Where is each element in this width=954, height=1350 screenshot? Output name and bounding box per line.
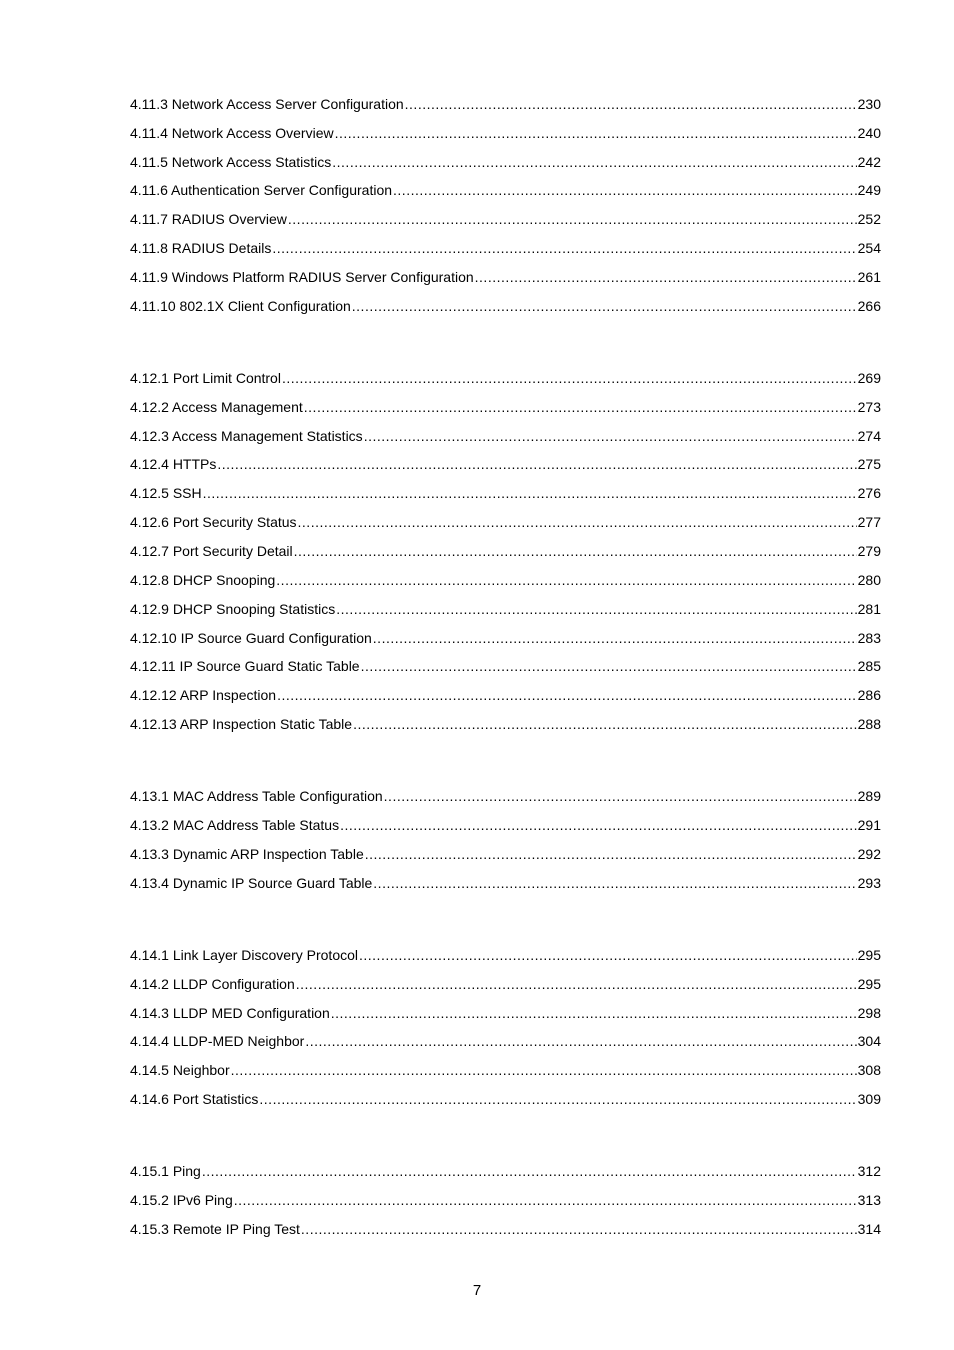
toc-entry-title: 4.14.4 LLDP-MED Neighbor bbox=[130, 1033, 305, 1049]
toc-entry-title: 4.13.2 MAC Address Table Status bbox=[130, 817, 340, 833]
toc-entry[interactable] bbox=[130, 686, 881, 704]
toc-entry-title: 4.11.7 RADIUS Overview bbox=[130, 211, 287, 227]
toc-entry-page: 314 bbox=[857, 1221, 881, 1237]
toc-entry-title: 4.15.3 Remote IP Ping Test bbox=[130, 1221, 300, 1237]
toc-entry-page: 275 bbox=[857, 456, 881, 472]
toc-entry[interactable] bbox=[130, 181, 881, 199]
toc-entry-title: 4.13.1 MAC Address Table Configuration bbox=[130, 788, 383, 804]
toc-entry-title: 4.14.3 LLDP MED Configuration bbox=[130, 1005, 330, 1021]
toc-entry-page: 304 bbox=[857, 1033, 881, 1049]
toc-entry-title: 4.12.8 DHCP Snooping bbox=[130, 572, 276, 588]
toc-entry-leader bbox=[301, 1220, 857, 1238]
toc-entry-page: 249 bbox=[857, 182, 881, 198]
toc-entry[interactable] bbox=[130, 297, 881, 315]
toc-entry-title: 4.15.1 Ping bbox=[130, 1163, 201, 1179]
toc-entry[interactable] bbox=[130, 455, 881, 473]
toc-entry-page: 273 bbox=[857, 399, 881, 415]
toc-entry-title: 4.11.3 Network Access Server Configuration bbox=[130, 96, 404, 112]
toc-entry[interactable] bbox=[130, 369, 881, 387]
toc-entry-page: 261 bbox=[857, 269, 881, 285]
toc-entry-leader bbox=[331, 1004, 857, 1022]
toc-entry-leader bbox=[304, 398, 857, 416]
toc-entry-page: 266 bbox=[857, 298, 881, 314]
toc-entry[interactable] bbox=[130, 239, 881, 257]
toc-entry-page: 291 bbox=[857, 817, 881, 833]
toc-entry-page: 240 bbox=[857, 125, 881, 141]
toc-entry-title: 4.11.5 Network Access Statistics bbox=[130, 154, 332, 170]
toc-entry-page: 313 bbox=[857, 1192, 881, 1208]
toc-entry-leader bbox=[361, 657, 857, 675]
toc-entry-title: 4.12.2 Access Management bbox=[130, 399, 303, 415]
toc-entry[interactable] bbox=[130, 816, 881, 834]
toc-entry-leader bbox=[305, 1032, 856, 1050]
toc-entry-title: 4.14.2 LLDP Configuration bbox=[130, 976, 295, 992]
toc-entry-leader bbox=[231, 1061, 857, 1079]
toc-entry-leader bbox=[259, 1090, 856, 1108]
toc-entry-title: 4.14.5 Neighbor bbox=[130, 1062, 230, 1078]
toc-entry-title: 4.15.2 IPv6 Ping bbox=[130, 1192, 233, 1208]
toc-entry-page: 308 bbox=[857, 1062, 881, 1078]
toc-entry-leader bbox=[277, 686, 857, 704]
toc-entry-page: 280 bbox=[857, 572, 881, 588]
toc-entry-title: 4.12.9 DHCP Snooping Statistics bbox=[130, 601, 336, 617]
toc-entry-leader bbox=[203, 484, 857, 502]
toc-entry-page: 254 bbox=[857, 240, 881, 256]
toc-entry-leader bbox=[294, 542, 857, 560]
toc-entry[interactable] bbox=[130, 629, 881, 647]
toc-entry-title: 4.12.7 Port Security Detail bbox=[130, 543, 293, 559]
toc-entry-title: 4.12.3 Access Management Statistics bbox=[130, 428, 363, 444]
toc-entry-title: 4.11.9 Windows Platform RADIUS Server Configuration bbox=[130, 269, 474, 285]
toc-entry-title: 4.12.13 ARP Inspection Static Table bbox=[130, 716, 353, 732]
toc-entry-title: 4.12.11 IP Source Guard Static Table bbox=[130, 658, 360, 674]
toc-entry[interactable] bbox=[130, 542, 881, 560]
toc-entry-leader bbox=[298, 513, 857, 531]
toc-entry-leader bbox=[282, 369, 857, 387]
toc-entry-title: 4.14.1 Link Layer Discovery Protocol bbox=[130, 947, 358, 963]
toc-entry-leader bbox=[384, 787, 857, 805]
toc-entry-page: 252 bbox=[857, 211, 881, 227]
toc-entry-page: 269 bbox=[857, 370, 881, 386]
toc-entry-page: 274 bbox=[857, 428, 881, 444]
toc-entry-page: 283 bbox=[857, 630, 881, 646]
toc-entry-page: 289 bbox=[857, 788, 881, 804]
toc-entry-leader bbox=[296, 975, 857, 993]
toc-entry-title: 4.12.5 SSH bbox=[130, 485, 202, 501]
toc-entry-leader bbox=[335, 124, 857, 142]
toc-entry-leader bbox=[364, 427, 857, 445]
toc-entry[interactable] bbox=[130, 845, 881, 863]
toc-entry-page: 281 bbox=[857, 601, 881, 617]
toc-entry[interactable] bbox=[130, 715, 881, 733]
toc-entry-title: 4.14.6 Port Statistics bbox=[130, 1091, 259, 1107]
toc-entry-page: 288 bbox=[857, 716, 881, 732]
toc-entry-page: 295 bbox=[857, 947, 881, 963]
toc-entry-title: 4.11.6 Authentication Server Configuration bbox=[130, 182, 393, 198]
toc-entry-title: 4.12.6 Port Security Status bbox=[130, 514, 297, 530]
toc-entry[interactable] bbox=[130, 124, 881, 142]
toc-entry-title: 4.11.10 802.1X Client Configuration bbox=[130, 298, 351, 314]
toc-entry-leader bbox=[202, 1162, 857, 1180]
toc-entry-leader bbox=[373, 629, 857, 647]
toc-entry-page: 285 bbox=[857, 658, 881, 674]
toc-entry-leader bbox=[336, 600, 856, 618]
toc-entry[interactable] bbox=[130, 600, 881, 618]
toc-entry-leader bbox=[340, 816, 857, 834]
toc-entry-title: 4.13.4 Dynamic IP Source Guard Table bbox=[130, 875, 373, 891]
toc-entry-leader bbox=[393, 181, 857, 199]
toc-entry[interactable] bbox=[130, 1220, 881, 1238]
toc-entry-leader bbox=[353, 715, 857, 733]
toc-entry[interactable] bbox=[130, 95, 881, 113]
toc-entry-page: 279 bbox=[857, 543, 881, 559]
toc-entry-title: 4.12.12 ARP Inspection bbox=[130, 687, 277, 703]
toc-entry[interactable] bbox=[130, 1191, 881, 1209]
toc-entry-page: 295 bbox=[857, 976, 881, 992]
toc-entry-page: 293 bbox=[857, 875, 881, 891]
toc-entry[interactable] bbox=[130, 946, 881, 964]
toc-entry[interactable] bbox=[130, 1061, 881, 1079]
toc-entry-leader bbox=[359, 946, 857, 964]
toc-entry-title: 4.11.8 RADIUS Details bbox=[130, 240, 272, 256]
toc-entry-leader bbox=[373, 874, 856, 892]
toc-entry[interactable] bbox=[130, 975, 881, 993]
toc-entry-title: 4.13.3 Dynamic ARP Inspection Table bbox=[130, 846, 364, 862]
toc-entry[interactable] bbox=[130, 484, 881, 502]
toc-entry-leader bbox=[365, 845, 857, 863]
toc-entry-title: 4.12.1 Port Limit Control bbox=[130, 370, 281, 386]
toc-entry-page: 298 bbox=[857, 1005, 881, 1021]
toc-entry[interactable] bbox=[130, 210, 881, 228]
toc-entry-title: 4.11.4 Network Access Overview bbox=[130, 125, 334, 141]
toc-entry-leader bbox=[332, 153, 856, 171]
toc-entry-page: 292 bbox=[857, 846, 881, 862]
toc-entry[interactable] bbox=[130, 427, 881, 445]
toc-entry[interactable] bbox=[130, 1004, 881, 1022]
toc-entry-title: 4.12.10 IP Source Guard Configuration bbox=[130, 630, 372, 646]
toc-entry[interactable] bbox=[130, 268, 881, 286]
toc-entry-leader bbox=[234, 1191, 857, 1209]
toc-entry-leader bbox=[352, 297, 857, 315]
toc-entry[interactable] bbox=[130, 513, 881, 531]
page-number: 7 bbox=[472, 1282, 482, 1299]
toc-entry-page: 286 bbox=[857, 687, 881, 703]
toc-entry-page: 230 bbox=[857, 96, 881, 112]
toc-entry[interactable] bbox=[130, 153, 881, 171]
toc-entry[interactable] bbox=[130, 1090, 881, 1108]
toc-entry-page: 276 bbox=[857, 485, 881, 501]
toc-entry-leader bbox=[272, 239, 856, 257]
toc-entry-leader bbox=[276, 571, 856, 589]
toc-entry[interactable] bbox=[130, 398, 881, 416]
toc-entry[interactable] bbox=[130, 874, 881, 892]
toc-entry-leader bbox=[217, 455, 856, 473]
toc-entry-page: 309 bbox=[857, 1091, 881, 1107]
toc-entry[interactable] bbox=[130, 1032, 881, 1050]
toc-entry[interactable] bbox=[130, 1162, 881, 1180]
toc-entry[interactable] bbox=[130, 657, 881, 675]
toc-entry-title: 4.12.4 HTTPs bbox=[130, 456, 217, 472]
toc-entry[interactable] bbox=[130, 787, 881, 805]
toc-entry-leader bbox=[475, 268, 857, 286]
toc-entry-leader bbox=[288, 210, 857, 228]
toc-entry-page: 312 bbox=[857, 1163, 881, 1179]
toc-entry-page: 277 bbox=[857, 514, 881, 530]
toc-entry-leader bbox=[405, 95, 857, 113]
toc-entry[interactable] bbox=[130, 571, 881, 589]
toc-entry-page: 242 bbox=[857, 154, 881, 170]
